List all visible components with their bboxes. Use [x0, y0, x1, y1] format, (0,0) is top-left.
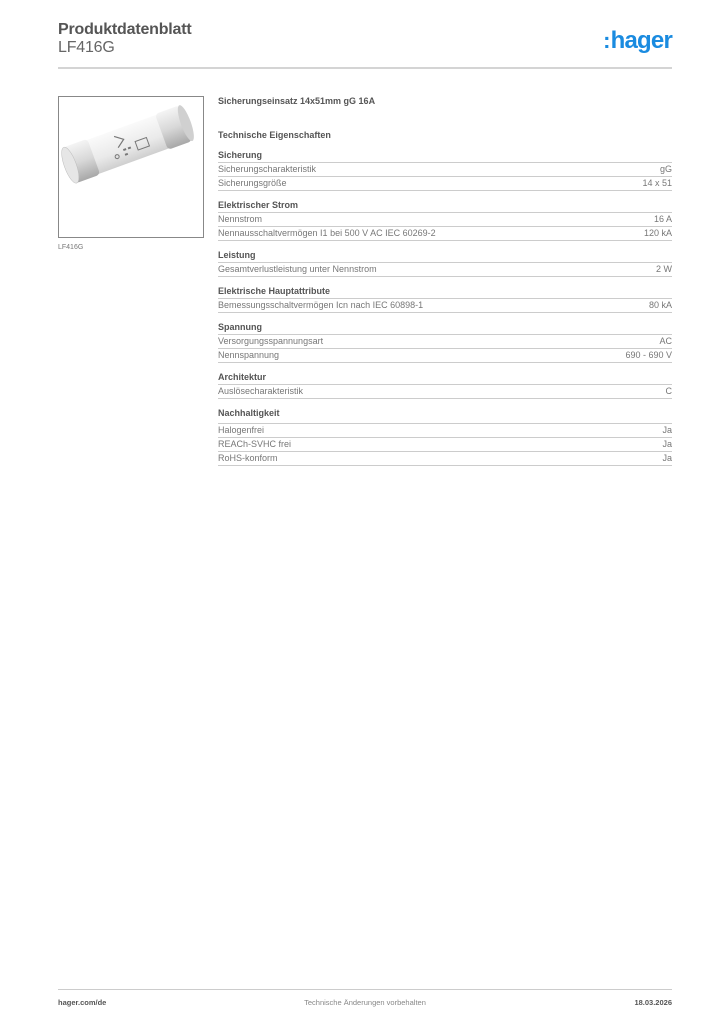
group-title: Architektur: [218, 372, 672, 385]
spec-group-nachhaltigkeit: [218, 408, 672, 466]
group-title: Sicherung: [218, 150, 672, 163]
header-divider: [58, 67, 672, 69]
spec-group-elektrischer-strom: [218, 200, 672, 241]
spec-value: AC: [659, 336, 672, 346]
group-title: Elektrische Hauptattribute: [218, 286, 672, 299]
spec-group-leistung: [218, 250, 672, 277]
spec-row: [218, 424, 672, 438]
group-title: Spannung: [218, 322, 672, 335]
spec-group-architektur: [218, 372, 672, 399]
spec-row: [218, 299, 672, 313]
spec-label: Sicherungscharakteristik: [218, 164, 317, 174]
product-image: [58, 96, 204, 238]
spec-row: [218, 452, 672, 466]
group-title: Leistung: [218, 250, 672, 263]
spec-row: [218, 349, 672, 363]
spec-value: 14 x 51: [642, 178, 672, 188]
spec-label: Halogenfrei: [218, 425, 265, 435]
spec-value: C: [665, 386, 672, 396]
spec-value: 80 kA: [648, 300, 672, 310]
spec-value: 2 W: [655, 264, 672, 274]
footer-divider: [58, 989, 672, 990]
header: [58, 20, 672, 57]
spec-value: Ja: [662, 453, 672, 463]
spec-value: gG: [659, 164, 672, 174]
spec-row: [218, 163, 672, 177]
spec-label: Nennspannung: [218, 350, 280, 360]
logo-colon-icon: :: [603, 28, 610, 53]
spec-content: [218, 96, 672, 466]
group-title: Elektrischer Strom: [218, 200, 672, 213]
image-caption: LF416G: [58, 244, 84, 251]
footer-date: 18.03.2026: [634, 998, 672, 1007]
footer-disclaimer: Technische Änderungen vorbehalten: [304, 998, 426, 1007]
spec-label: Bemessungsschaltvermögen Icn nach IEC 60898-1: [218, 300, 424, 310]
spec-label: REACh-SVHC frei: [218, 439, 292, 449]
section-title: Technische Eigenschaften: [218, 130, 331, 140]
page-title: Produktdatenblatt: [58, 21, 192, 38]
spec-row: [218, 177, 672, 191]
spec-value: 16 A: [653, 214, 672, 224]
spec-row: [218, 263, 672, 277]
spec-label: Gesamtverlustleistung unter Nennstrom: [218, 264, 377, 274]
spec-value: Ja: [662, 425, 672, 435]
footer-website-link[interactable]: hager.com/de: [58, 998, 107, 1007]
fuse-cartridge-icon: [59, 97, 203, 237]
spec-group-spannung: [218, 322, 672, 363]
spec-value: 120 kA: [643, 228, 672, 238]
spec-label: Nennausschaltvermögen I1 bei 500 V AC IEC 60269-2: [218, 228, 436, 238]
spec-row: [218, 385, 672, 399]
spec-label: Versorgungsspannungsart: [218, 336, 324, 346]
spec-value: Ja: [662, 439, 672, 449]
spec-value: 690 - 690 V: [625, 350, 672, 360]
spec-row: [218, 227, 672, 241]
spec-label: Nennstrom: [218, 214, 263, 224]
spec-row: [218, 335, 672, 349]
group-title: Nachhaltigkeit: [218, 408, 672, 424]
product-code: LF416G: [58, 39, 115, 56]
product-name: Sicherungseinsatz 14x51mm gG 16A: [218, 96, 376, 106]
spec-group-elektrische-hauptattribute: [218, 286, 672, 313]
hager-logo: :hager: [603, 27, 672, 54]
spec-label: Sicherungsgröße: [218, 178, 287, 188]
spec-label: RoHS-konform: [218, 453, 278, 463]
spec-group-sicherung: [218, 150, 672, 191]
spec-row: [218, 213, 672, 227]
spec-row: [218, 438, 672, 452]
spec-label: Auslösecharakteristik: [218, 386, 304, 396]
